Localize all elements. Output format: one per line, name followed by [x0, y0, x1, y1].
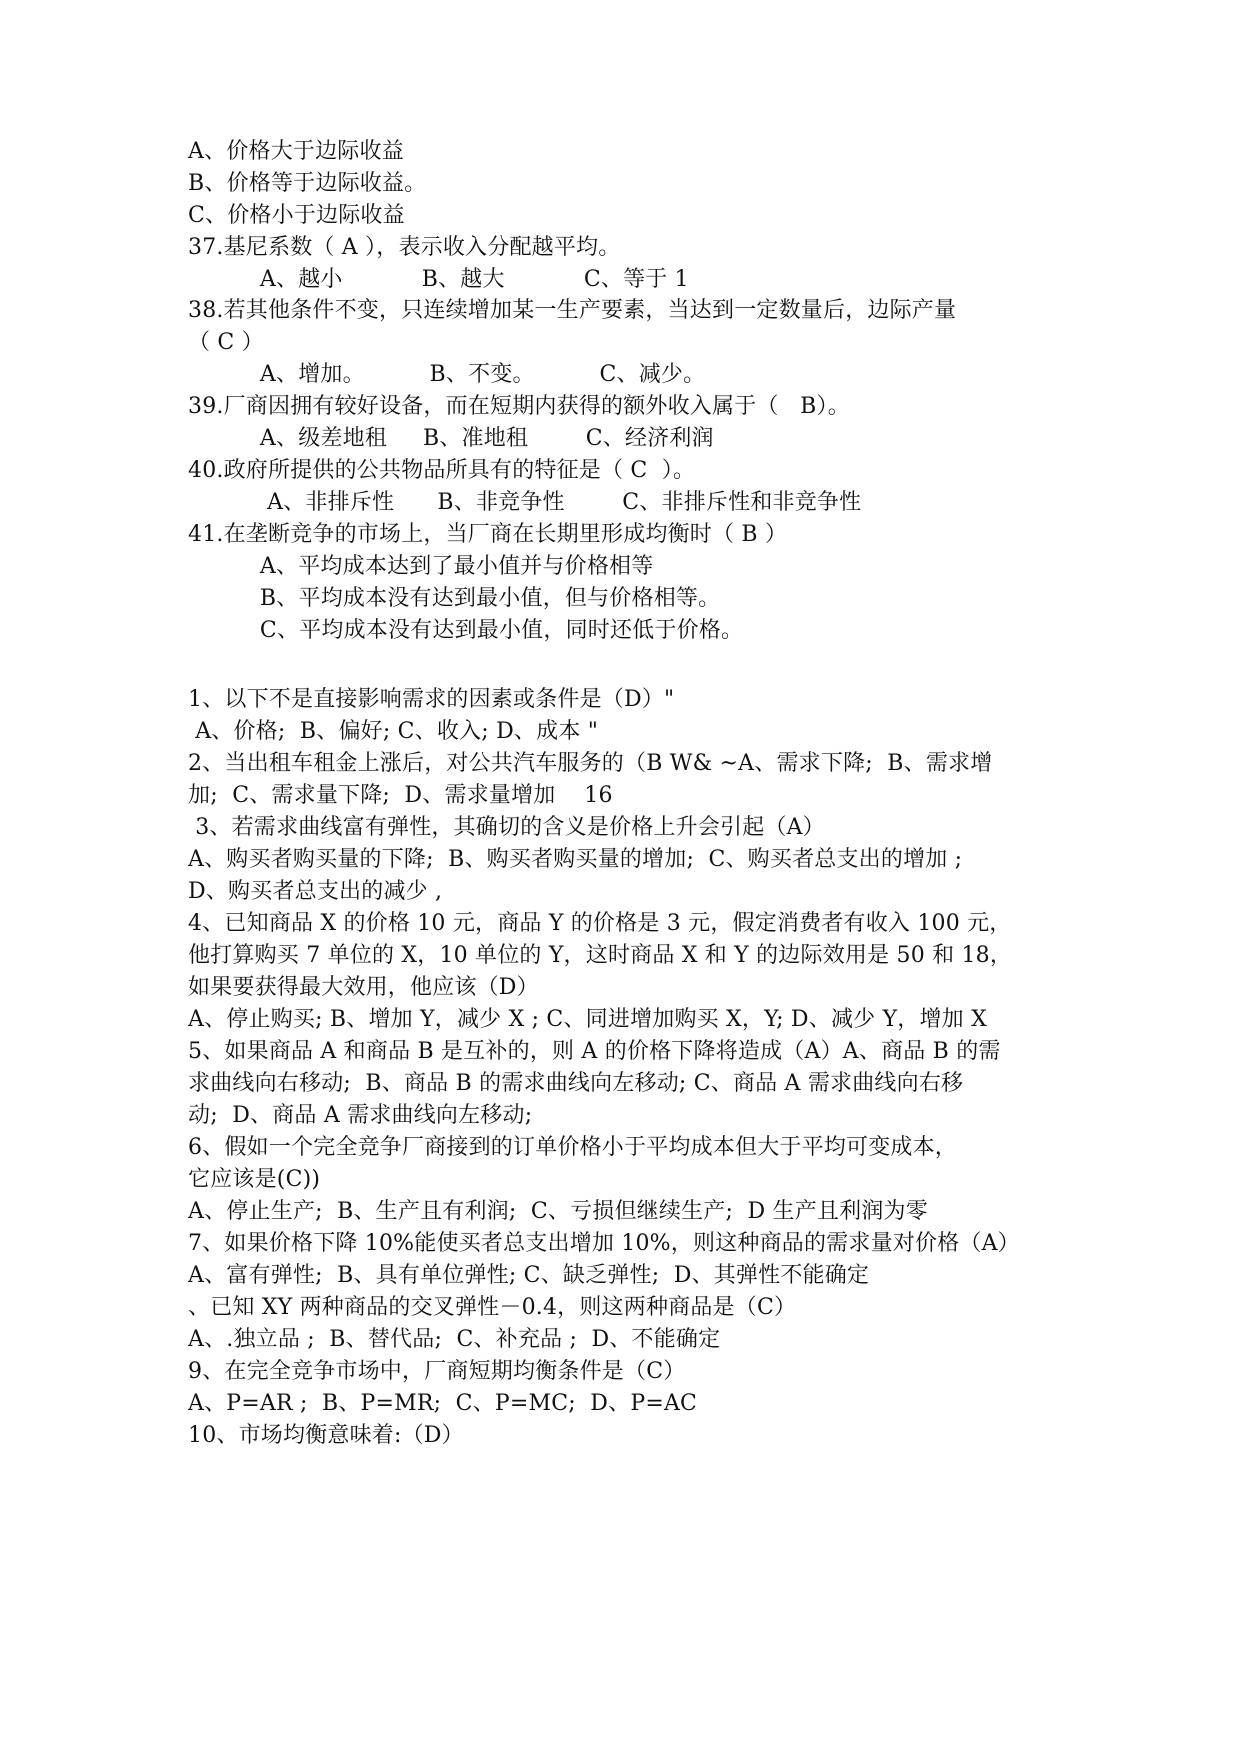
text-line: 3、若需求曲线富有弹性，其确切的含义是价格上升会引起（A）: [188, 815, 825, 840]
text-line: C、价格小于边际收益: [188, 203, 405, 228]
text-line: 40.政府所提供的公共物品所具有的特征是（ C ）。: [188, 458, 696, 483]
text-line: 6、假如一个完全竞争厂商接到的订单价格小于平均成本但大于平均可变成本，: [188, 1135, 957, 1160]
text-line: A、停止购买; B、增加 Y，减少 X ; C、同进增加购买 X，Y; D、减少 Y，增加 X: [188, 1007, 987, 1032]
text-line: 他打算购买 7 单位的 X，10 单位的 Y，这时商品 X 和 Y 的边际效用是 50 和 18，: [188, 943, 1013, 968]
text-line: A、非排斥性 B、非竞争性 C、非排斥性和非竞争性: [188, 490, 862, 515]
text-line: （ C ）: [188, 330, 264, 355]
text-line: 加; C、需求量下降; D、需求量增加 16: [188, 783, 613, 808]
text-line: D、购买者总支出的减少 ,: [188, 879, 443, 904]
text-line: A、价格; B、偏好; C、收入; D、成本 ": [188, 719, 599, 744]
text-line: 38.若其他条件不变，只连续增加某一生产要素，当达到一定数量后，边际产量: [188, 298, 957, 323]
text-line: C、平均成本没有达到最小值，同时还低于价格。: [188, 618, 744, 643]
text-line: 2、当出租车租金上涨后，对公共汽车服务的（B W& ~A、需求下降; B、需求增: [188, 751, 993, 776]
text-line: B、平均成本没有达到最小值，但与价格相等。: [188, 586, 721, 611]
text-line: B、价格等于边际收益。: [188, 171, 427, 196]
text-line: 41.在垄断竞争的市场上，当厂商在长期里形成均衡时（ B ）: [188, 522, 788, 547]
text-line: 9、在完全竞争市场中，厂商短期均衡条件是（C）: [188, 1359, 686, 1384]
text-line: A、增加。 B、不变。 C、减少。: [188, 362, 706, 387]
text-line: A、购买者购买量的下降; B、购买者购买量的增加; C、购买者总支出的增加 ;: [188, 847, 963, 872]
text-line: 如果要获得最大效用，他应该（D）: [188, 975, 539, 1000]
text-line: A、停止生产; B、生产且有利润; C、亏损但继续生产; D 生产且利润为零: [188, 1199, 928, 1224]
text-line: A、P=AR ; B、P=MR; C、P=MC; D、P=AC: [188, 1391, 698, 1416]
text-line: A、价格大于边际收益: [188, 139, 404, 164]
text-line: 39.厂商因拥有较好设备，而在短期内获得的额外收入属于（ B）。: [188, 394, 850, 419]
text-line: 7、如果价格下降 10%能使买者总支出增加 10%，则这种商品的需求量对价格（A）: [188, 1231, 1020, 1256]
text-line: A、平均成本达到了最小值并与价格相等: [188, 554, 654, 579]
text-line: 4、已知商品 X 的价格 10 元，商品 Y 的价格是 3 元，假定消费者有收入 100 元，: [188, 911, 1012, 936]
text-line: 求曲线向右移动; B、商品 B 的需求曲线向左移动; C、商品 A 需求曲线向右移: [188, 1071, 964, 1096]
text-line: 37.基尼系数（ A ），表示收入分配越平均。: [188, 235, 621, 260]
text-line: 动; D、商品 A 需求曲线向左移动;: [188, 1103, 533, 1128]
text-line: 、已知 XY 两种商品的交叉弹性－0.4，则这两种商品是（C）: [188, 1295, 797, 1320]
text-line: 10、市场均衡意味着:（D）: [188, 1423, 464, 1448]
text-line: 5、如果商品 A 和商品 B 是互补的，则 A 的价格下降将造成（A）A、商品 B 的需: [188, 1039, 1001, 1064]
text-line: A、级差地租 B、准地租 C、经济利润: [188, 426, 714, 451]
text-line: A、.独立品 ; B、替代品; C、补充品 ; D、不能确定: [188, 1327, 721, 1352]
text-line: 1、以下不是直接影响需求的因素或条件是（D）": [188, 687, 675, 712]
text-line: 它应该是(C)): [188, 1167, 321, 1192]
text-line: A、越小 B、越大 C、等于 1: [188, 267, 689, 292]
text-line: A、富有弹性; B、具有单位弹性; C、缺乏弹性; D、其弹性不能确定: [188, 1263, 870, 1288]
